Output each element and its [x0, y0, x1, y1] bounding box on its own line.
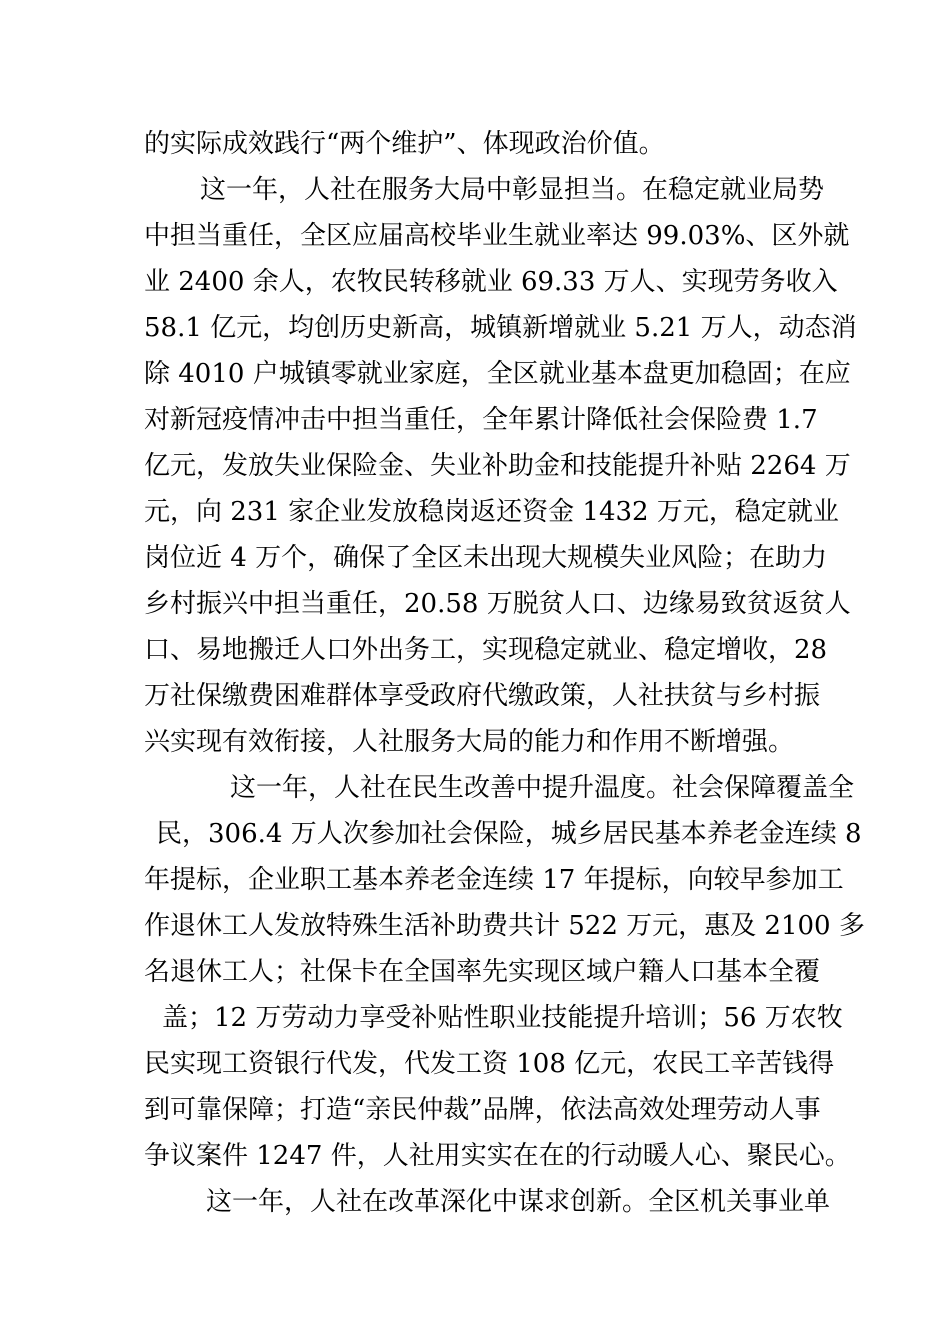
text-line: 乡村振兴中担当重任，20.58 万脱贫人口、边缘易致贫返贫人 [144, 589, 851, 619]
text-line: 作退休工人发放特殊生活补助费共计 522 万元，惠及 2100 多 [144, 911, 865, 941]
text-line: 盖；12 万劳动力享受补贴性职业技能提升培训；56 万农牧 [162, 1003, 843, 1033]
text-line: 民，306.4 万人次参加社会保险，城乡居民基本养老金连续 8 [156, 819, 862, 849]
text-line: 这一年，人社在民生改善中提升温度。社会保障覆盖全 [230, 773, 855, 803]
text-line: 58.1 亿元，均创历史新高，城镇新增就业 5.21 万人，动态消 [144, 313, 857, 343]
text-line: 这一年，人社在改革深化中谋求创新。全区机关事业单 [206, 1187, 831, 1217]
text-line: 兴实现有效衔接，人社服务大局的能力和作用不断增强。 [144, 727, 795, 757]
text-line: 中担当重任，全区应届高校毕业生就业率达 99.03%、区外就 [144, 221, 850, 251]
text-line: 对新冠疫情冲击中担当重任，全年累计降低社会保险费 1.7 [144, 405, 818, 435]
text-line: 争议案件 1247 件，人社用实实在在的行动暖人心、聚民心。 [144, 1141, 851, 1171]
text-line: 名退休工人；社保卡在全国率先实现区域户籍人口基本全覆 [144, 957, 821, 987]
text-line: 万社保缴费困难群体享受政府代缴政策，人社扶贫与乡村振 [144, 681, 821, 711]
text-line: 到可靠保障；打造“亲民仲裁”品牌，依法高效处理劳动人事 [144, 1095, 821, 1125]
text-line: 业 2400 余人，农牧民转移就业 69.33 万人、实现劳务收入 [144, 267, 838, 297]
text-line: 元，向 231 家企业发放稳岗返还资金 1432 万元，稳定就业 [144, 497, 839, 527]
text-line: 口、易地搬迁人口外出务工，实现稳定就业、稳定增收，28 [144, 635, 828, 665]
text-line: 岗位近 4 万个，确保了全区未出现大规模失业风险；在助力 [144, 543, 828, 573]
text-line: 的实际成效践行“两个维护”、体现政治价值。 [144, 129, 665, 159]
text-line: 除 4010 户城镇零就业家庭，全区就业基本盘更加稳固；在应 [144, 359, 851, 389]
text-line: 年提标，企业职工基本养老金连续 17 年提标，向较早参加工 [144, 865, 844, 895]
text-line: 民实现工资银行代发，代发工资 108 亿元，农民工辛苦钱得 [144, 1049, 835, 1079]
text-line: 这一年，人社在服务大局中彰显担当。在稳定就业局势 [200, 175, 825, 205]
text-line: 亿元，发放失业保险金、失业补助金和技能提升补贴 2264 万 [144, 451, 851, 481]
